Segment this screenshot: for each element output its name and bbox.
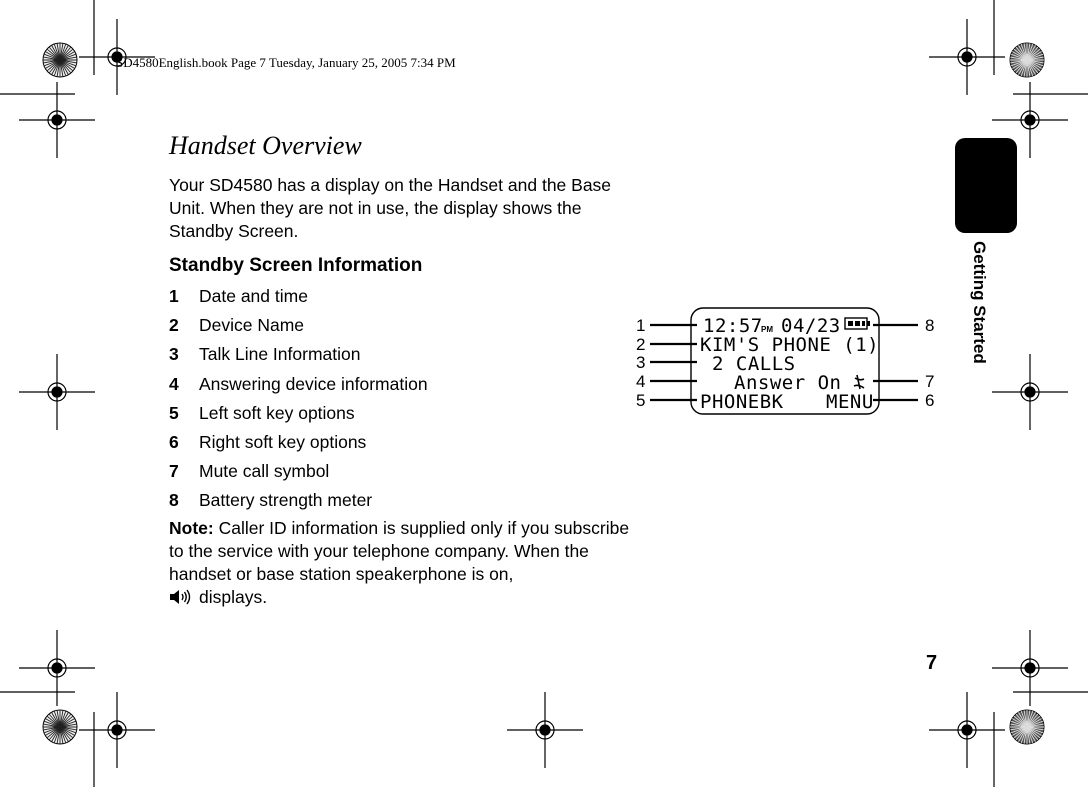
list-item: 4 Answering device information — [169, 373, 428, 394]
list-item: 1 Date and time — [169, 286, 308, 306]
lcd-left-softkey: PHONEBK — [700, 391, 784, 413]
list-item: 6 Right soft key options — [169, 431, 367, 452]
list-item: 5 Left soft key options — [169, 402, 355, 423]
battery-icon — [845, 318, 870, 329]
registration-starburst — [1010, 43, 1044, 77]
standby-heading: Standby Screen Information — [169, 255, 423, 276]
list-item: 3 Talk Line Information — [169, 344, 361, 365]
lcd-date: 04/23 — [781, 315, 841, 337]
registration-starburst — [43, 710, 77, 744]
note-text-end: displays. — [199, 587, 268, 607]
list-item: 2 Device Name — [169, 315, 305, 336]
registration-crosshair — [507, 692, 583, 768]
callout-3: 3 — [636, 353, 646, 372]
note-label: Note: — [169, 518, 214, 538]
lcd-right-softkey: MENU — [826, 391, 874, 413]
standby-screen-diagram — [628, 302, 948, 422]
callout-1: 1 — [636, 316, 646, 335]
lcd-time: 12:57 — [703, 315, 763, 337]
page-number: 7 — [926, 652, 938, 674]
lcd-device-name: KIM'S PHONE (1) — [700, 334, 880, 356]
registration-crosshair — [992, 354, 1068, 430]
registration-crosshair — [19, 354, 95, 430]
page-title: Handset Overview — [169, 131, 362, 160]
lcd-ampm: PM — [761, 325, 773, 334]
list-item: 8 Battery strength meter — [169, 490, 373, 511]
lcd-answer-status: Answer On — [734, 372, 842, 394]
callout-7: 7 — [925, 372, 935, 391]
chapter-tab-label: Getting Started — [970, 241, 989, 364]
callout-8: 8 — [925, 316, 935, 335]
callout-4: 4 — [636, 372, 646, 391]
lcd-line-info: 2 CALLS — [712, 353, 796, 375]
registration-starburst — [1010, 710, 1044, 744]
registration-starburst — [43, 43, 77, 77]
speakerphone-icon — [169, 589, 191, 605]
intro-paragraph: Your SD4580 has a display on the Handset and the Base Unit. When they are not in use, the display shows the Standby Screen. — [169, 175, 612, 241]
registration-crosshair — [19, 630, 95, 706]
callout-2: 2 — [636, 335, 646, 354]
standby-info-list — [169, 285, 599, 519]
note-text: Caller ID information is supplied only if you subscribe to the service with your telephone company. When the handset or base station speakerphone is on, — [169, 518, 630, 584]
registration-crosshair — [79, 692, 155, 768]
print-header: SD4580English.book Page 7 Tuesday, January 25, 2005 7:34 PM — [116, 55, 456, 70]
note-paragraph — [169, 517, 639, 609]
list-item: 7 Mute call symbol — [169, 461, 330, 482]
chapter-tab — [955, 138, 1017, 233]
registration-crosshair — [992, 630, 1068, 706]
callout-5: 5 — [636, 391, 646, 410]
callout-6: 6 — [925, 391, 935, 410]
